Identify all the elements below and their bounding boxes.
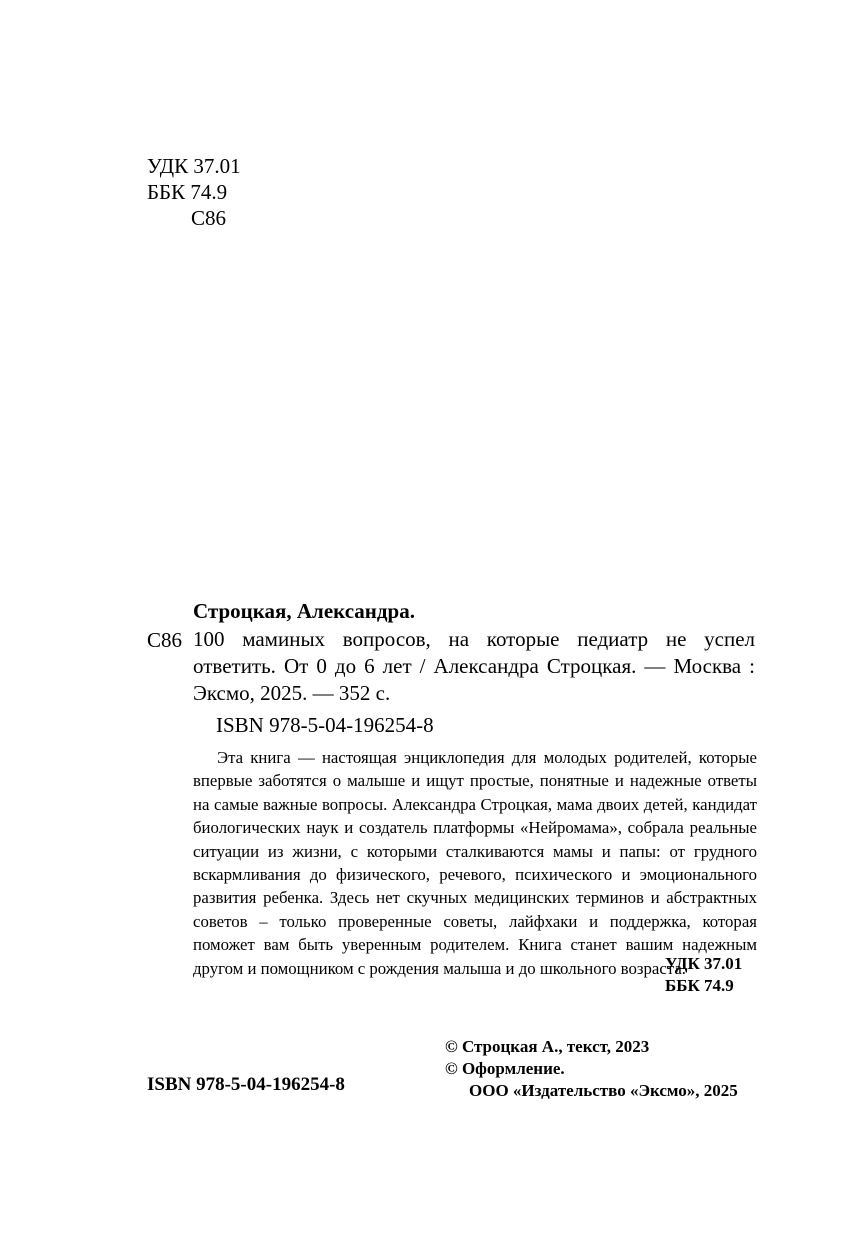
record-cutter-code: С86 xyxy=(147,628,183,652)
cutter-code: С86 xyxy=(191,206,227,230)
bbk-code: ББК 74.9 xyxy=(147,180,228,204)
copyright-text-line: © Строцкая А., текст, 2023 xyxy=(445,1037,650,1056)
copyright-design-line: © Оформление. xyxy=(445,1059,565,1078)
bottom-bbk-code: ББК 74.9 xyxy=(665,976,734,995)
bottom-udk-code: УДК 37.01 xyxy=(665,954,743,973)
footer-isbn: ISBN 978-5-04-196254-8 xyxy=(147,1074,345,1095)
top-classification-codes xyxy=(147,153,241,231)
udk-code: УДК 37.01 xyxy=(147,154,241,178)
annotation-text: Эта книга — настоящая энциклопедия для молодых родителей, которые впервые заботятся о малыше и ищут простые, понятные и надежные ответы на самые важные вопросы. Александра Строцкая, мама двоих детей, кандидат биологических наук и создатель платформы «Нейромама», собрала реальные ситуации из жизни, с которыми сталкиваются мамы и папы: от грудного вскармливания до физического, речевого, психического и эмоционального развития ребенка. Здесь нет скучных медицинских терминов и абстрактных советов – только проверенные советы, лайфхаки и поддержка, которая поможет вам быть уверенным родителем. Книга станет вашим надежным другом и помощником с рождения малыша и до школьного возраста. xyxy=(193,748,757,978)
record-isbn: ISBN 978-5-04-196254-8 xyxy=(216,713,434,737)
bottom-classification-codes xyxy=(665,953,742,997)
copyright-block xyxy=(445,1036,738,1102)
bibliographic-description xyxy=(193,626,755,707)
description-text: 100 маминых вопросов, на которые педиатр не успел ответить. От 0 до 6 лет / Александра Строцкая. — Москва : Эксмо, 2025. — 352 с. xyxy=(193,627,755,705)
author-heading: Строцкая, Александра. xyxy=(193,599,415,623)
copyright-publisher-line: ООО «Издательство «Эксмо», 2025 xyxy=(469,1081,738,1100)
annotation xyxy=(193,746,757,980)
